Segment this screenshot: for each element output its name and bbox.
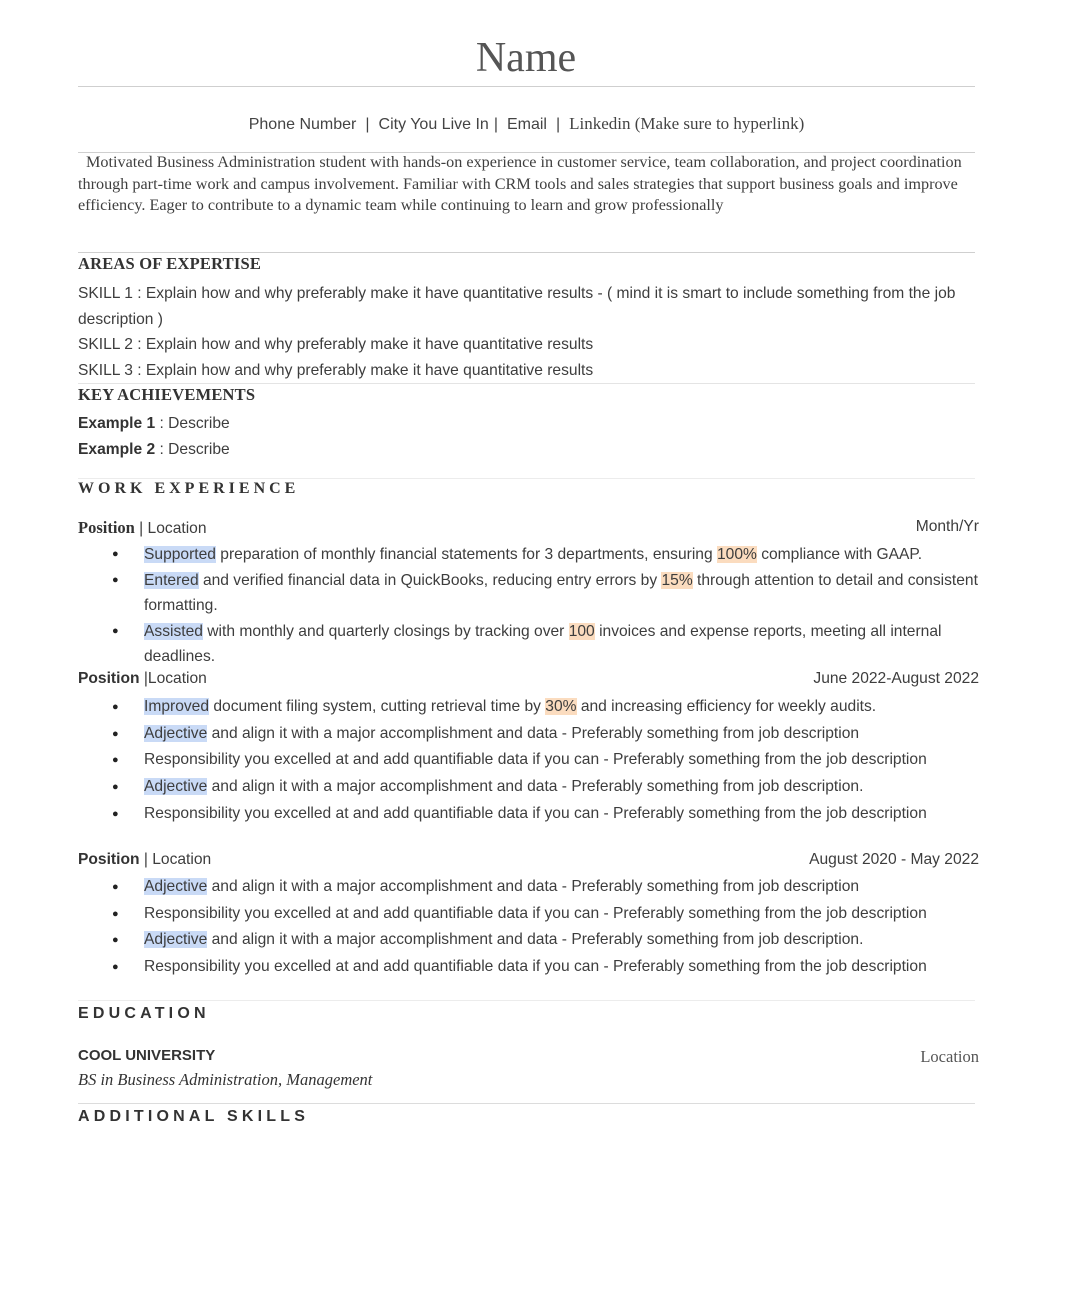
job-date: August 2020 - May 2022	[809, 851, 979, 868]
divider	[78, 383, 975, 384]
highlighted-metric: 30%	[545, 698, 577, 715]
highlighted-metric: 100%	[716, 546, 757, 563]
skill-item: SKILL 2 : Explain how and why preferably make it have quantitative results	[78, 336, 594, 353]
skill-item: SKILL 1 : Explain how and why preferably make it have quantitative results - ( mind it is smart to include something from the job description )	[78, 285, 956, 328]
highlighted-action-verb: Improved	[144, 698, 210, 715]
contact-city: City You Live In	[378, 116, 489, 133]
skills-list	[78, 281, 978, 383]
bullet-text: and verified financial data in QuickBooks, reducing entry errors by	[198, 571, 662, 589]
bullet-text: Responsibility you excelled at and add quantifiable data if you can - Preferably something from the job description	[144, 904, 927, 922]
bullet-text: document filing system, cutting retrieval time by	[209, 698, 546, 715]
job-position: Position	[78, 851, 140, 868]
education-school: COOL UNIVERSITY	[78, 1047, 216, 1064]
job-bullet-item	[78, 774, 983, 801]
job-date: June 2022-August 2022	[813, 670, 979, 687]
divider	[78, 86, 975, 87]
section-heading-expertise: AREAS OF EXPERTISE	[78, 254, 262, 273]
education-location: Location	[920, 1047, 979, 1066]
contact-separator: |	[493, 116, 498, 133]
contact-separator: |	[365, 116, 370, 133]
job-bullet-item	[78, 874, 983, 901]
summary-paragraph: Motivated Business Administration student with hands-on experience in customer service, team collaboration, and project coordination through part-time work and campus involvement. Familiar with CRM tools and sales strategies that support business goals and improve efficiency. Eager to contribute to a dynamic team while continuing to learn and grow professionally	[78, 153, 962, 214]
divider	[78, 478, 975, 479]
job-bullet-item	[78, 694, 983, 721]
contact-line	[78, 114, 975, 134]
achievement-item: Example 2 : Describe	[78, 441, 230, 458]
achievements-list	[78, 411, 230, 463]
highlighted-action-verb: Adjective	[144, 931, 208, 949]
job-position: Position	[78, 518, 135, 537]
section-heading-education: EDUCATION	[78, 1005, 210, 1022]
bullet-text: and align it with a major accomplishment and data - Preferably something from job description.	[207, 778, 864, 796]
divider	[78, 1103, 975, 1104]
resume-name: Name	[475, 35, 577, 81]
skill-item: SKILL 3 : Explain how and why preferably make it have quantitative results	[78, 361, 594, 379]
section-heading-additional-skills: ADDITIONAL SKILLS	[78, 1108, 310, 1125]
education-degree: BS in Business Administration, Management	[78, 1070, 373, 1089]
job-location: | Location	[139, 851, 212, 868]
job-bullets	[78, 874, 983, 981]
contact-email: Email	[506, 116, 547, 133]
highlighted-action-verb: Adjective	[144, 778, 208, 796]
bullet-text: Responsibility you excelled at and add quantifiable data if you can - Preferably something from the job description	[144, 804, 927, 822]
job-bullet-item	[78, 721, 983, 748]
bullet-text: and increasing efficiency for weekly audits.	[576, 698, 877, 715]
job-bullets	[78, 542, 983, 670]
job-bullets	[78, 694, 983, 828]
achievement-item: Example 1 : Describe	[78, 415, 230, 432]
highlighted-action-verb: Assisted	[144, 622, 203, 640]
bullet-text: preparation of monthly financial statements for 3 departments, ensuring	[215, 546, 717, 563]
highlighted-action-verb: Adjective	[144, 878, 208, 895]
bullet-text: and align it with a major accomplishment and data - Preferably something from job description.	[207, 931, 864, 949]
contact-separator: |	[555, 116, 561, 133]
job-location: | Location	[134, 520, 207, 537]
job-header	[78, 851, 979, 869]
highlighted-action-verb: Supported	[144, 546, 216, 563]
bullet-text: compliance with GAAP.	[756, 546, 923, 563]
job-header	[78, 670, 979, 688]
job-bullet-item	[78, 568, 983, 619]
contact-phone: Phone Number	[248, 116, 357, 133]
contact-linkedin[interactable]: Linkedin (Make sure to hyperlink)	[569, 114, 805, 133]
bullet-text: and align it with a major accomplishment and data - Preferably something from job description	[207, 724, 860, 742]
job-bullet-item	[78, 901, 983, 928]
job-bullet-item	[78, 801, 983, 828]
section-heading-work: WORK EXPERIENCE	[78, 480, 300, 497]
section-heading-achievements: KEY ACHIEVEMENTS	[78, 385, 256, 404]
job-bullet-item	[78, 954, 983, 981]
bullet-text: with monthly and quarterly closings by tracking over	[202, 622, 569, 640]
job-position: Position	[78, 670, 140, 687]
job-location: |Location	[139, 670, 207, 687]
job-bullet-item	[78, 927, 983, 954]
bullet-text: Responsibility you excelled at and add quantifiable data if you can - Preferably something from the job description	[144, 751, 927, 769]
job-bullet-item	[78, 619, 983, 670]
highlighted-action-verb: Entered	[144, 571, 199, 589]
highlighted-metric: 100	[568, 622, 595, 640]
bullet-text: and align it with a major accomplishment and data - Preferably something from job description	[207, 878, 860, 895]
highlighted-metric: 15%	[661, 571, 693, 589]
job-bullet-item	[78, 542, 983, 568]
bullet-text: Responsibility you excelled at and add quantifiable data if you can - Preferably something from the job description	[144, 958, 927, 976]
bullet-text: invoices and expense reports, meeting all internal deadlines.	[144, 622, 942, 665]
divider	[78, 252, 975, 253]
divider	[78, 1000, 975, 1001]
highlighted-action-verb: Adjective	[144, 724, 208, 742]
job-header	[78, 518, 979, 538]
bullet-text: through attention to detail and consistent formatting.	[144, 571, 978, 614]
job-date: Month/Yr	[915, 518, 979, 535]
job-bullet-item	[78, 747, 983, 774]
